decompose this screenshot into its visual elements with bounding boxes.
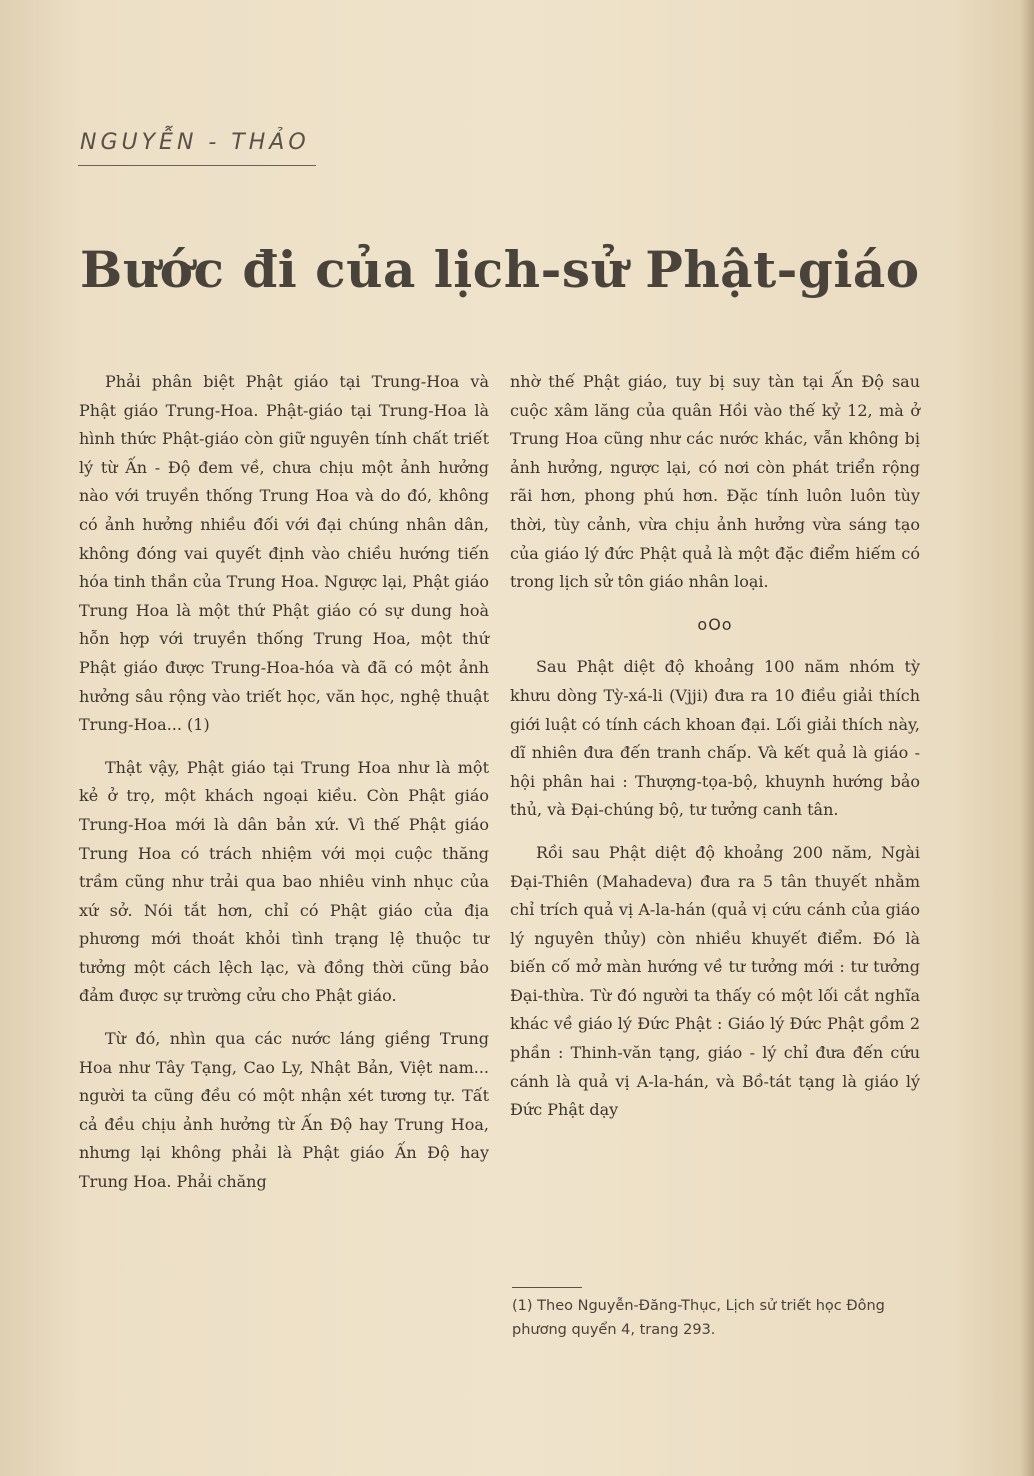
paragraph: Thật vậy, Phật giáo tại Trung Hoa như là một kẻ ở trọ, một khách ngoại kiều. Còn Phật giáo Trung-Hoa mới là dân bản xứ. Vì thế Phật giáo Trung Hoa có trách nhiệm với mọi cuộc thăng trầm cũng như trải qua bao nhiêu vinh nhục của xứ sở. Nói tắt hơn, chỉ có Phật giáo của địa phương mới thoát khỏi tình trạng lệ thuộc tư tưởng một cách lệch lạc, và đồng thời cũng bảo đảm được sự trường cửu cho Phật giáo. xyxy=(79,757,489,1006)
author-underline xyxy=(78,165,316,166)
right-column xyxy=(510,368,920,1139)
article-title: Bước đi của lịch-sử Phật-giáo xyxy=(80,240,920,299)
paragraph: Từ đó, nhìn qua các nước láng giềng Trung Hoa như Tây Tạng, Cao Ly, Nhật Bản, Việt nam... người ta cũng đều có một nhận xét tương tự. Tất cả đều chịu ảnh hưởng từ Ấn Độ hay Trung Hoa, nhưng lại không phải là Phật giáo Ấn Độ hay Trung Hoa. Phải chăng xyxy=(79,1029,489,1192)
author-name: NGUYỄN - THẢO xyxy=(80,130,310,155)
paragraph: nhờ thế Phật giáo, tuy bị suy tàn tại Ấn Độ sau cuộc xâm lăng của quân Hồi vào thế kỷ 12, mà ở Trung Hoa cũng như các nước khác, vẫn không bị ảnh hưởng, ngược lại, có nơi còn phát triển rộng rãi hơn, phong phú hơn. Đặc tính luôn luôn tùy thời, tùy cảnh, vừa chịu ảnh hưởng vừa sáng tạo của giáo lý đức Phật quả là một đặc điểm hiếm có trong lịch sử tôn giáo nhân loại. xyxy=(510,372,920,592)
paragraph: Phải phân biệt Phật giáo tại Trung-Hoa và Phật giáo Trung-Hoa. Phật-giáo tại Trung-Hoa là hình thức Phật-giáo còn giữ nguyên tính chất triết lý từ Ấn - Độ đem về, chưa chịu một ảnh hưởng nào với truyền thống Trung Hoa và do đó, không có ảnh hưởng nhiều đối với đại chúng nhân dân, không đóng vai quyết định vào chiều hướng tiến hóa tinh thần của Trung Hoa. Ngược lại, Phật giáo Trung Hoa là một thứ Phật giáo có sự dung hoà hỗn hợp với truyền thống Trung Hoa, một thứ Phật giáo được Trung-Hoa-hóa và đã có một ảnh hưởng sâu rộng vào triết học, văn học, nghệ thuật Trung-Hoa... (1) xyxy=(79,372,490,735)
footnote: (1) Theo Nguyễn-Đăng-Thục, Lịch sử triết học Đông phương quyển 4, trang 293. xyxy=(512,1298,885,1338)
left-column xyxy=(79,368,489,1211)
page-edge-shadow xyxy=(1020,0,1034,1476)
section-divider: oOo xyxy=(697,614,733,634)
paragraph: Rồi sau Phật diệt độ khoảng 200 năm, Ngài Đại-Thiên (Mahadeva) đưa ra 5 tân thuyết nhằm chỉ trích quả vị A-la-hán (quả vị cứu cánh của giáo lý nguyên thủy) còn nhiều khuyết điểm. Đó là biến cố mở màn hướng về tư tưởng mới : tư tưởng Đại-thừa. Từ đó người ta thấy có một lối cắt nghĩa khác về giáo lý Đức Phật : Giáo lý Đức Phật gồm 2 phần : Thinh-văn tạng, giáo - lý chỉ đưa đến cứu cánh là quả vị A-la-hán, và Bồ-tát tạng là giáo lý Đức Phật dạy xyxy=(510,842,920,1120)
footnote-rule xyxy=(512,1287,582,1288)
paragraph: Sau Phật diệt độ khoảng 100 năm nhóm tỳ khưu dòng Tỳ-xá-li (Vjji) đưa ra 10 điều giải thích giới luật có tính cách khoan đại. Lối giải thích này, dĩ nhiên đưa đến tranh chấp. Và kết quả là giáo - hội phân hai : Thượng-tọa-bộ, khuynh hướng bảo thủ, và Đại-chúng bộ, tư tưởng canh tân. xyxy=(510,657,920,820)
